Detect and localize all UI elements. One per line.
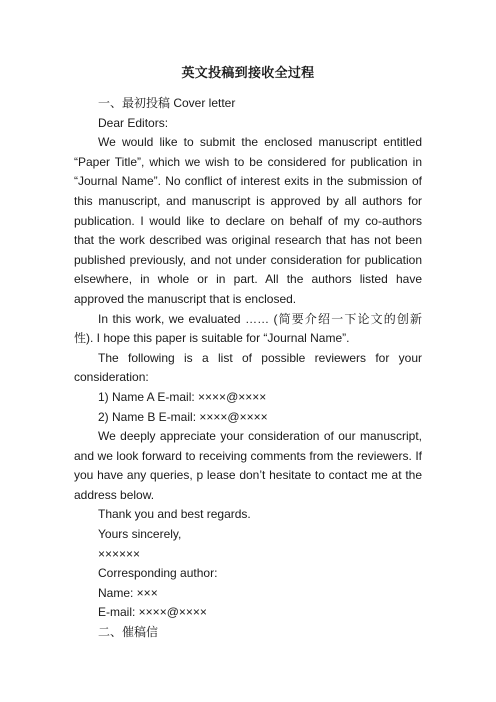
paragraph-submission: We would like to submit the enclosed manuscript entitled “Paper Title”, which we wish to be considered for publication in “Journal Name”. No conflict of interest exits in the submission of this manuscript, and manuscript is approved by all authors for publication. I would like to declare on behalf of my co-authors that the work described was original research that has not been published previously, and not under consideration for publication elsewhere, in whole or in part. All the authors listed have approved the manuscript that is enclosed. <box>74 135 422 306</box>
corresponding-author-label: Corresponding author: <box>98 566 218 581</box>
reviewer-line-1: 1) Name A E-mail: ××××@×××× <box>98 389 267 404</box>
section-heading-cover-letter: 一、最初投稿 Cover letter <box>98 96 236 110</box>
section-heading-reminder-letter: 二、催稿信 <box>98 625 159 640</box>
author-email-line: E-mail: ××××@×××× <box>98 605 207 620</box>
author-name-line: Name: ××× <box>98 585 158 600</box>
paragraph-innovation: In this work, we evaluated …… (简要介绍一下论文的创新性). I hope this paper is suitable for “Journal Name”. <box>74 311 422 346</box>
document-body <box>74 94 422 643</box>
document-title: 英文投稿到接收全过程 <box>181 65 315 80</box>
paragraph-reviewers-intro: The following is a list of possible reviewers for your consideration: <box>74 350 422 385</box>
paragraph-appreciation: We deeply appreciate your consideration of our manuscript, and we look forward to receiving comments from the reviewers. If you have any queries, p lease don’t hesitate to contact me at the address below. <box>74 429 422 502</box>
thanks-line: Thank you and best regards. <box>98 507 251 522</box>
reviewer-line-2: 2) Name B E-mail: ××××@×××× <box>98 409 268 424</box>
salutation: Dear Editors: <box>98 115 169 130</box>
signature-line: ×××××× <box>98 546 141 561</box>
closing-line: Yours sincerely, <box>98 527 182 542</box>
